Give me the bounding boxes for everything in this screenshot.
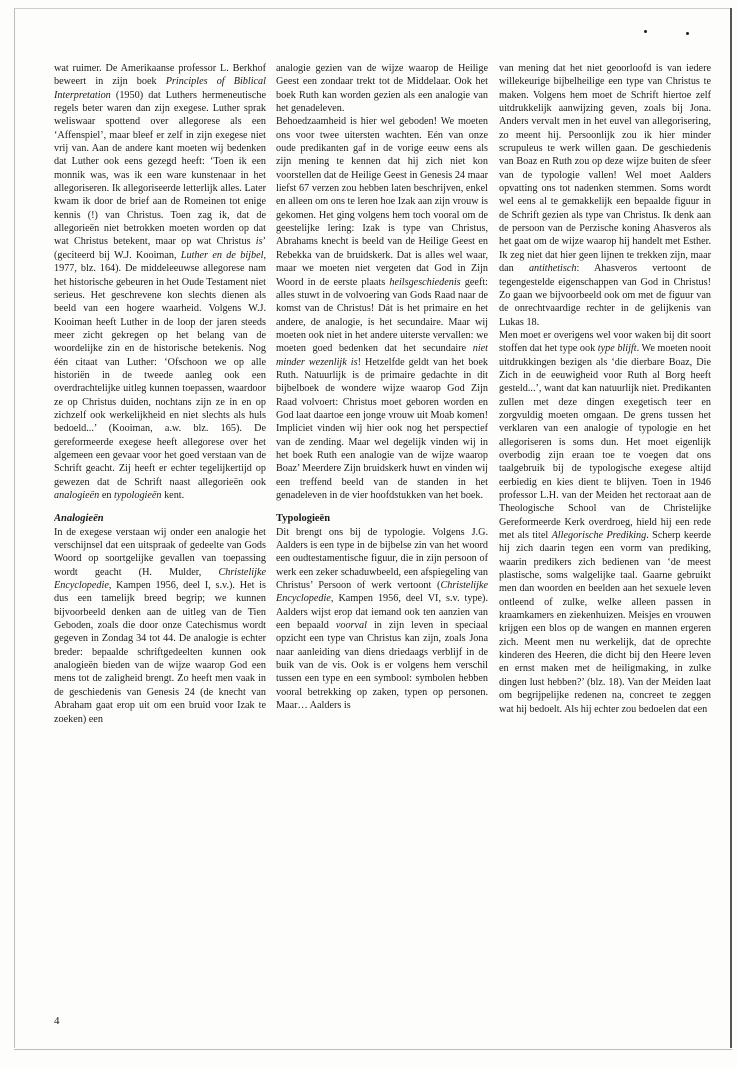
- scan-speck: [644, 30, 647, 33]
- italic-text: niet minder wezenlijk is: [276, 343, 488, 368]
- page-number: 4: [54, 1015, 60, 1027]
- bottom-border: [14, 1049, 732, 1050]
- italic-text: is: [255, 236, 263, 248]
- text-column-2: [276, 62, 488, 1042]
- paragraph: van mening dat het niet geoorloofd is van iedere willekeurige bijbelheilige een type van Christus te maken. Volgens hem moet de Schrift hiertoe zelf uitdrukkelijk aanwijzing geven, zoals bij Jona. Anders vervalt men in het euvel van allegorisering, zo meent hij. Persoonlijk zou ik hier minder scrupuleus te werk willen gaan. De geschiedenis van Boaz en Ruth zou op deze wijze buiten de sfeer van de typologie vallen! Wel moet Aalders opvatting ons tot nadenken stemmen. Soms wordt wel eens al te gemakkelijk een bepaalde figuur in de Schrift gezien als type van Christus. Ik denk aan de persoon van de Perzische koning Ahasveros als het gaat om de wijze waarop hij handelt met Esther. Ik zeg niet dat hier geen lijnen te trekken zijn, maar dan antithetisch: Ahasveros vertoont de tegengestelde eigenschappen van God in Christus! Zo gaan we bijvoorbeeld ook om met de figuur van de onrechtvaardige rechter in de gelijkenis van Lukas 18.: [499, 63, 711, 328]
- italic-text: Allegorische Prediking: [551, 530, 647, 542]
- text-column-3: [499, 62, 711, 1042]
- right-border: [730, 8, 732, 1048]
- paragraph: wat ruimer. De Amerikaanse professor L. Berkhof beweert in zijn boek Principles of Biblical Interpretation (1950) dat Luthers hermeneutische regels beter waren dan zijn exegese. Luther sprak weliswaar spottend over allegorese als een ‘Affenspiel’, maar bleef er zelf in zijn exegese niet vrij van. Aan de andere kant moeten wij bedenken dat Luther ook eens gezegd heeft: ‘Toen ik een monnik was, was ik een ware kunstenaar in het allegoriseren. Ik allegoriseerde letterlijk alles. Later kwam ik door de brief aan de Romeinen tot enige kennis (!) van Christus. Toen zag ik, dat de allegorieën niet betrokken moeten worden op dat wat Christus betekent, maar op wat Christus is’ (geciteerd bij W.J. Kooiman, Luther en de bijbel, 1977, blz. 164). De middeleeuwse allegorese nam het historische gebeuren in het Oude Testament niet serieus. Het geschrevene kon slechts dienen als beeld van een hogere waarheid. Volgens W.J. Kooiman heeft Luther in de loop der jaren steeds meer zicht gekregen op het belang van de woordelijke zin en de historische betekenis. Nog één citaat van Luther: ‘Ofschoon we op alle historiën in de tweede aanleg ook een overdrachtelijke uitleg kunnen toepassen, waardoor ze op Christus duiden, nochtans zijn ze in en op zichzelf ook werkelijkheid en niet slechts als huls bedoeld...’ (Kooiman, a.w. blz. 165). De gereformeerde exegese heeft allegorese over het algemeen een gevaar voor het goed verstaan van de Schrift geacht. Zij heeft er echter tegelijkertijd op gewezen dat de Schrift naast allegorieën ook analogieën en typologieën kent.: [54, 63, 266, 501]
- italic-text: heilsgeschiedenis: [389, 276, 461, 288]
- italic-text: Christelijke Encyclopedie: [54, 566, 266, 592]
- scan-speck: [686, 32, 689, 35]
- left-border: [14, 8, 15, 1048]
- italic-text: typologieën: [114, 490, 162, 501]
- italic-text: type blijft: [597, 343, 637, 355]
- section-heading-typologieen: Typologieën: [276, 513, 331, 525]
- italic-text: Luther en de bijbel: [180, 249, 264, 261]
- text-column-1: [54, 62, 266, 1042]
- italic-text: Principles of Biblical Interpretation: [54, 76, 266, 101]
- italic-text: voorval: [335, 620, 367, 632]
- italic-text: Christelijke Encyclopedie: [276, 580, 488, 605]
- paragraph: Behoedzaamheid is hier wel geboden! We moeten ons voor twee uitersten wachten. Eén van onze oude predikanten gaf in de vorige eeuw eens als zijn mening te kennen dat hij zich niet kon voorstellen dat de Heilige Geest in Genesis 24 maar liefst 67 verzen zou hebben laten beschrijven, enkel en alleen om ons te leren hoe Izak aan zijn vrouw is gekomen. Het ging volgens hem toch vooral om de geestelijke lering: Izak is type van Christus, Abrahams knecht is beeld van de Heilige Geest en Rebekka van de bruidskerk. Dat is alles wel waar, maar we moeten niet vergeten dat God in Zijn Woord in de eerste plaats heilsgeschiedenis geeft: alles stuwt in de volvoering van Gods Raad naar de komst van de Christus! Dát is het primaire en het andere, de analogie, is het secundaire. Maar wij moeten ook niet in het andere uiterste vervallen: we moeten goed bedenken dat het secundaire niet minder wezenlijk is! Hetzelfde geldt van het boek Ruth. Natuurlijk is de primaire gedachte in dit bijbelboek de wondere wijze waarop God Zijn Raad volvoert: Christus moet geboren worden en God laat daartoe een jonge vrouw uit Moab komen! Impliciet vinden wij hier ook nog het perspectief van de zending. Maar wel degelijk vinden wij in het boek Ruth een analogie van de wijze waarop Boaz’ Meerdere Zijn bruidskerk huwt en vinden wij een treffend beeld van de standen in het genadeleven in de vier hoofdstukken van het boek.: [276, 116, 488, 501]
- section-heading-analogieen: Analogieën: [54, 513, 104, 525]
- paragraph: Men moet er overigens wel voor waken bij dit soort stoffen dat het type ook type blijft. We moeten nooit uitdrukkingen bezigen als ‘die dierbare Boaz, Die Zich in de eeuwigheid voor Ruth al Borg heeft gesteld...’, want dat kan natuurlijk niet. Predikanten zullen met deze dingen exegetisch teer en zorgvuldig moeten omgaan. De grens tussen het verklaren van een analogie of typologie en het allegoriseren is soms dun. Het moet eigenlijk overbodig zijn eraan toe te voegen dat ons taalgebruik bij de typologische exegese altijd eerbiedig en kies dient te blijven. Toen in 1946 professor L.H. van der Meiden het rectoraat aan de Theologische School van de Christelijke Gereformeerde Kerk overdroeg, hield hij een rede met als titel Allegorische Prediking. Scherp keerde hij zich daarin tegen een vorm van prediking, waarin predikers zich bedienen van ‘de meest plastische, soms walgelijke taal. Gaarne gebruikt men dan woorden en beelden aan het sexuele leven ontleend of zulke, welke alleen passen in kraamkamers en ziekenhuizen. Meisjes en vrouwen krijgen een blos op de wangen en mannen ergeren zich. Meent men nu werkelijk, dat de oprechte kinderen des Heeren, die dicht bij den Heere leven en ernst maken met de heiligmaking, in zulke dingen lust hebben?’ (blz. 18). Van der Meiden laat om begrijpelijke redenen na, concreet te zeggen wat hij bedoelt. Als hij echter zou bedoelen dat een: [499, 329, 711, 715]
- paragraph: Dit brengt ons bij de typologie. Volgens J.G. Aalders is een type in de bijbelse zin van het woord een oudtestamentische figuur, die in zijn persoon of werk een zeker schaduwbeeld, een afspiegeling van Christus’ Persoon of werk vertoont (Christelijke Encyclopedie, Kampen 1956, deel VI, s.v. type). Aalders wijst erop dat iemand ook ten aanzien van een bepaald voorval in zijn leven in speciaal opzicht een type van Christus kan zijn, zoals Jona naar aanleiding van diens driedaags verblijf in de buik van de vis. Ook is er volgens hem verschil tussen een type en een symbool: symbolen hebben vooral betrekking op zaken, typen op personen. Maar… Aalders is: [276, 526, 488, 712]
- top-border: [14, 8, 732, 9]
- italic-text: analogieën: [54, 490, 100, 501]
- paragraph: analogie gezien van de wijze waarop de Heilige Geest een zondaar trekt tot de Middelaar. Ook het boek Ruth kan worden gezien als een analogie van het genadeleven.: [276, 63, 488, 115]
- paragraph: In de exegese verstaan wij onder een analogie het verschijnsel dat een uitspraak of gedeelte van Gods Woord op soortgelijke gevallen van toepassing wordt geacht (H. Mulder, Christelijke Encyclopedie, Kampen 1956, deel I, s.v.). Het is dus een tamelijk breed begrip; we kunnen bijvoorbeeld denken aan de uitleg van de Tien Geboden, zoals die door onze Catechismus wordt gegeven in Zondag 34 tot 44. De analogie is echter breder: bepaalde schriftgedeelten kunnen ook analogieën bieden van de wijze waarop God een mens tot de zaligheid brengt. Zo heeft men vaak in de geschiedenis van Genesis 24 (de knecht van Abraham gaat erop uit om een bruid voor Izak te zoeken) een: [54, 526, 266, 725]
- italic-text: antithetisch: [528, 263, 577, 275]
